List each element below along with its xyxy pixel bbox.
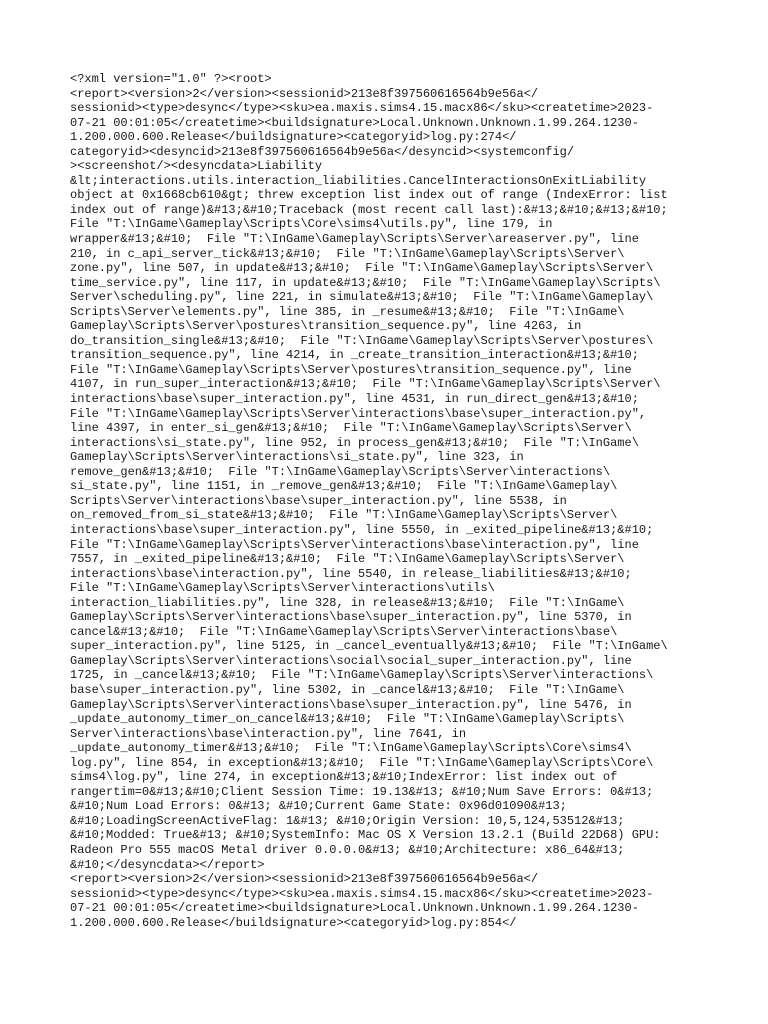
text-line: Gameplay\Scripts\Server\interactions\base\super_interaction.py", line 5370, in xyxy=(70,610,632,625)
text-line: index out of range)&#13;&#10;Traceback (most recent call last):&#13;&#10;&#13;&#10; xyxy=(70,202,668,217)
text-line: super_interaction.py", line 5125, in _cancel_eventually&#13;&#10; File "T:\InGame\ xyxy=(70,639,668,654)
text-line: zone.py", line 507, in update&#13;&#10; File "T:\InGame\Gameplay\Scripts\Server\ xyxy=(70,261,654,276)
text-line: interactions\base\super_interaction.py", line 4531, in run_direct_gen&#13;&#10; xyxy=(70,392,639,407)
text-line: rangertim=0&#13;&#10;Client Session Time: 19.13&#13; &#10;Num Save Errors: 0&#13; xyxy=(70,784,654,799)
text-line: sessionid><type>desync</type><sku>ea.maxis.sims4.15.macx86</sku><createtime>2023- xyxy=(70,886,654,901)
log-text-block xyxy=(70,72,710,930)
text-line: base\super_interaction.py", line 5302, in _cancel&#13;&#10; File "T:\InGame\ xyxy=(70,682,625,697)
text-line: remove_gen&#13;&#10; File "T:\InGame\Gameplay\Scripts\Server\interactions\ xyxy=(70,464,611,479)
text-line: File "T:\InGame\Gameplay\Scripts\Server\interactions\base\interaction.py", line xyxy=(70,537,639,552)
text-line: interactions\si_state.py", line 952, in process_gen&#13;&#10; File "T:\InGame\ xyxy=(70,435,639,450)
text-line: wrapper&#13;&#10; File "T:\InGame\Gameplay\Scripts\Server\areaserver.py", line xyxy=(70,232,639,247)
text-line: si_state.py", line 1151, in _remove_gen&#13;&#10; File "T:\InGame\Gameplay\ xyxy=(70,479,618,494)
text-line: &#10;Num Load Errors: 0&#13; &#10;Current Game State: 0x96d01090&#13; xyxy=(70,799,567,814)
text-line: on_removed_from_si_state&#13;&#10; File "T:\InGame\Gameplay\Scripts\Server\ xyxy=(70,508,618,523)
text-line: _update_autonomy_timer_on_cancel&#13;&#10; File "T:\InGame\Gameplay\Scripts\ xyxy=(70,712,625,727)
text-line: <?xml version="1.0" ?><root> xyxy=(70,72,272,86)
text-line: _update_autonomy_timer&#13;&#10; File "T:\InGame\Gameplay\Scripts\Core\sims4\ xyxy=(70,741,632,756)
text-line: &lt;interactions.utils.interaction_liabilities.CancelInteractionsOnExitLiability xyxy=(70,173,647,188)
text-line: &#10;Modded: True&#13; &#10;SystemInfo: Mac OS X Version 13.2.1 (Build 22D68) GPU: xyxy=(70,828,661,843)
text-line: File "T:\InGame\Gameplay\Scripts\Server\postures\transition_sequence.py", line xyxy=(70,362,632,377)
text-line: Radeon Pro 555 macOS Metal driver 0.0.0.0&#13; &#10;Architecture: x86_64&#13; xyxy=(70,842,625,857)
text-line: 7557, in _exited_pipeline&#13;&#10; File "T:\InGame\Gameplay\Scripts\Server\ xyxy=(70,552,625,567)
text-line: Gameplay\Scripts\Server\postures\transition_sequence.py", line 4263, in xyxy=(70,319,582,334)
text-line: sims4\log.py", line 274, in exception&#13;&#10;IndexError: list index out of xyxy=(70,770,618,785)
text-line: Scripts\Server\interactions\base\super_interaction.py", line 5538, in xyxy=(70,493,567,508)
text-line: log.py", line 854, in exception&#13;&#10; File "T:\InGame\Gameplay\Scripts\Core\ xyxy=(70,755,654,770)
text-line: object at 0x1668cb610&gt; threw exception list index out of range (IndexError: list xyxy=(70,188,668,203)
text-line: &#10;LoadingScreenActiveFlag: 1&#13; &#10;Origin Version: 10,5,124,53512&#13; xyxy=(70,813,625,828)
text-line: time_service.py", line 117, in update&#13;&#10; File "T:\InGame\Gameplay\Scripts\ xyxy=(70,275,661,290)
text-line: Gameplay\Scripts\Server\interactions\base\super_interaction.py", line 5476, in xyxy=(70,697,632,712)
text-line: <report><version>2</version><sessionid>213e8f397560616564b9e56a</ xyxy=(70,86,539,101)
text-line: File "T:\InGame\Gameplay\Scripts\Server\interactions\utils\ xyxy=(70,581,495,596)
text-line: Server\scheduling.py", line 221, in simulate&#13;&#10; File "T:\InGame\Gameplay\ xyxy=(70,290,654,305)
text-line: File "T:\InGame\Gameplay\Scripts\Server\interactions\base\super_interaction.py", xyxy=(70,406,647,421)
text-line: 07-21 00:01:05</createtime><buildsignature>Local.Unknown.Unknown.1.99.264.1230- xyxy=(70,901,639,916)
text-line: do_transition_single&#13;&#10; File "T:\InGame\Gameplay\Scripts\Server\postures\ xyxy=(70,333,654,348)
text-line: transition_sequence.py", line 4214, in _create_transition_interaction&#13;&#10; xyxy=(70,348,639,363)
text-line: Gameplay\Scripts\Server\interactions\social\social_super_interaction.py", line xyxy=(70,653,632,668)
text-line: Gameplay\Scripts\Server\interactions\si_state.py", line 323, in xyxy=(70,450,524,465)
text-line: Scripts\Server\elements.py", line 385, in _resume&#13;&#10; File "T:\InGame\ xyxy=(70,304,625,319)
text-line: interaction_liabilities.py", line 328, in release&#13;&#10; File "T:\InGame\ xyxy=(70,595,625,610)
text-line: 07-21 00:01:05</createtime><buildsignature>Local.Unknown.Unknown.1.99.264.1230- xyxy=(70,115,639,130)
text-line: <report><version>2</version><sessionid>213e8f397560616564b9e56a</ xyxy=(70,872,539,887)
text-line: cancel&#13;&#10; File "T:\InGame\Gameplay\Scripts\Server\interactions\base\ xyxy=(70,624,618,639)
text-line: File "T:\InGame\Gameplay\Scripts\Core\sims4\utils.py", line 179, in xyxy=(70,217,553,232)
text-line: Server\interactions\base\interaction.py", line 7641, in xyxy=(70,726,467,741)
text-line: categoryid><desyncid>213e8f397560616564b9e56a</desyncid><systemconfig/ xyxy=(70,144,575,159)
text-line: 4107, in run_super_interaction&#13;&#10; File "T:\InGame\Gameplay\Scripts\Server\ xyxy=(70,377,661,392)
text-line: interactions\base\super_interaction.py", line 5550, in _exited_pipeline&#13;&#10; xyxy=(70,522,654,537)
text-line: &#10;</desyncdata></report> xyxy=(70,857,265,872)
text-line: sessionid><type>desync</type><sku>ea.maxis.sims4.15.macx86</sku><createtime>2023- xyxy=(70,101,654,116)
text-line: ><screenshot/><desyncdata>Liability xyxy=(70,159,323,174)
text-line: 1725, in _cancel&#13;&#10; File "T:\InGame\Gameplay\Scripts\Server\interactions\ xyxy=(70,668,654,683)
text-line: 1.200.000.600.Release</buildsignature><categoryid>log.py:854</ xyxy=(70,915,517,930)
text-line: 1.200.000.600.Release</buildsignature><categoryid>log.py:274</ xyxy=(70,130,517,145)
text-line: 210, in c_api_server_tick&#13;&#10; File "T:\InGame\Gameplay\Scripts\Server\ xyxy=(70,246,625,261)
text-line: line 4397, in enter_si_gen&#13;&#10; File "T:\InGame\Gameplay\Scripts\Server\ xyxy=(70,421,632,436)
text-line: interactions\base\interaction.py", line 5540, in release_liabilities&#13;&#10; xyxy=(70,566,632,581)
